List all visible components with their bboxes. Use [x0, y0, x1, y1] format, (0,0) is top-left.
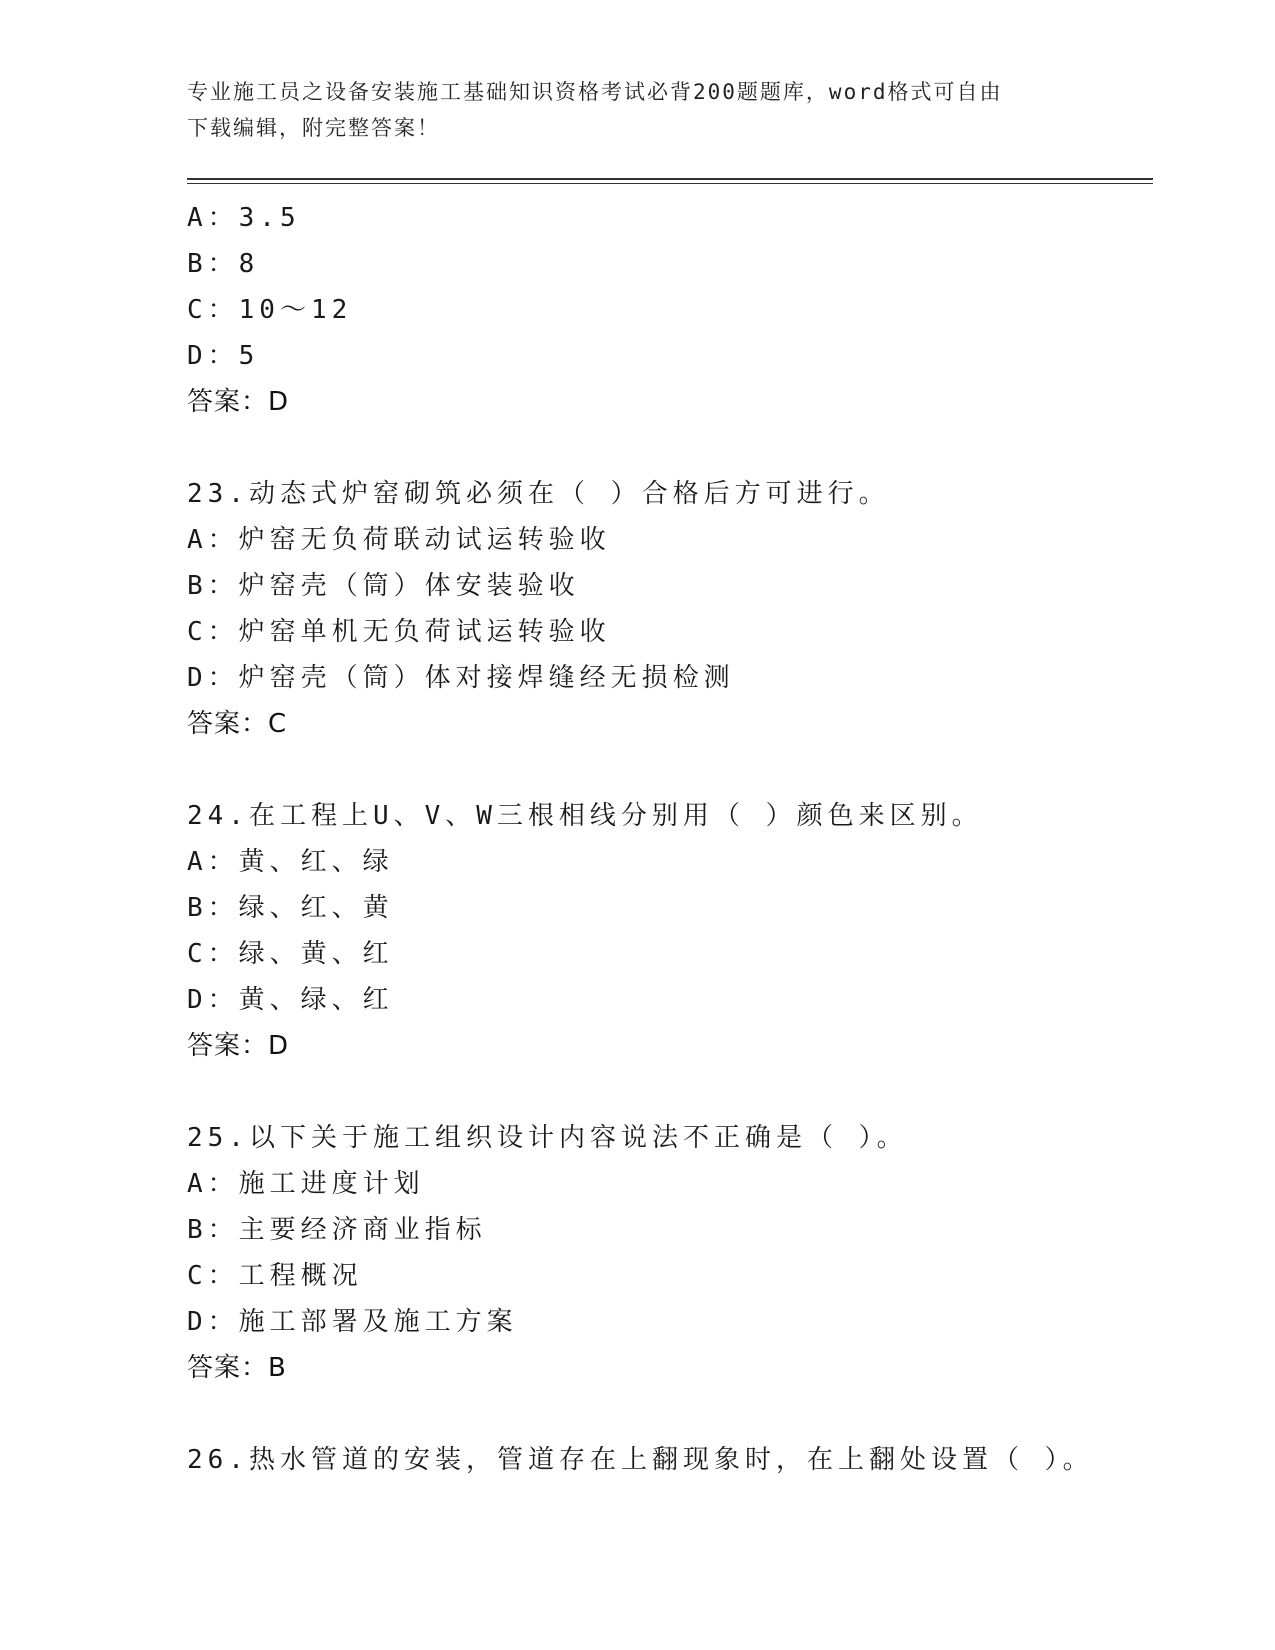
- header-divider-thin: [187, 183, 1153, 184]
- header-line-2: 下载编辑，附完整答案！: [187, 116, 440, 140]
- block-spacer: [187, 425, 1147, 471]
- option-d: D：5: [187, 341, 260, 371]
- answer-line: 答案：B: [187, 1353, 287, 1383]
- option-c: C：炉窑单机无负荷试运转验收: [187, 617, 611, 647]
- question-block-25: [187, 1115, 1147, 1391]
- question-block-22: [187, 195, 1147, 425]
- question-text: 26.热水管道的安装，管道存在上翻现象时，在上翻处设置（ ）。: [187, 1445, 1094, 1475]
- question-block-26: [187, 1437, 1147, 1483]
- question-block-24: [187, 793, 1147, 1069]
- option-d: D：炉窑壳（筒）体对接焊缝经无损检测: [187, 663, 735, 693]
- question-text: 25.以下关于施工组织设计内容说法不正确是（ ）。: [187, 1123, 908, 1153]
- option-c: C：10～12: [187, 295, 353, 325]
- block-spacer: [187, 1069, 1147, 1115]
- document-header: [187, 74, 1067, 146]
- option-d: D：施工部署及施工方案: [187, 1307, 518, 1337]
- option-b: B：炉窑壳（筒）体安装验收: [187, 571, 580, 601]
- option-d: D：黄、绿、红: [187, 985, 394, 1015]
- question-block-23: [187, 471, 1147, 747]
- answer-line: 答案：C: [187, 709, 288, 739]
- option-b: B：绿、红、黄: [187, 893, 394, 923]
- option-a: A：3.5: [187, 203, 301, 233]
- option-b: B：主要经济商业指标: [187, 1215, 487, 1245]
- option-a: A：炉窑无负荷联动试运转验收: [187, 525, 611, 555]
- block-spacer: [187, 747, 1147, 793]
- block-spacer: [187, 1391, 1147, 1437]
- answer-line: 答案：D: [187, 1031, 290, 1061]
- option-a: A：黄、红、绿: [187, 847, 394, 877]
- header-line-1: 专业施工员之设备安装施工基础知识资格考试必背200题题库，word格式可自由: [187, 80, 1003, 104]
- option-c: C：工程概况: [187, 1261, 363, 1291]
- question-list: [187, 195, 1147, 1483]
- question-text: 24.在工程上U、V、W三根相线分别用（ ）颜色来区别。: [187, 801, 983, 831]
- question-text: 23.动态式炉窑砌筑必须在（ ）合格后方可进行。: [187, 479, 890, 509]
- answer-line: 答案：D: [187, 387, 290, 417]
- option-a: A：施工进度计划: [187, 1169, 425, 1199]
- option-c: C：绿、黄、红: [187, 939, 394, 969]
- header-divider-thick: [187, 178, 1153, 180]
- option-b: B：8: [187, 249, 260, 279]
